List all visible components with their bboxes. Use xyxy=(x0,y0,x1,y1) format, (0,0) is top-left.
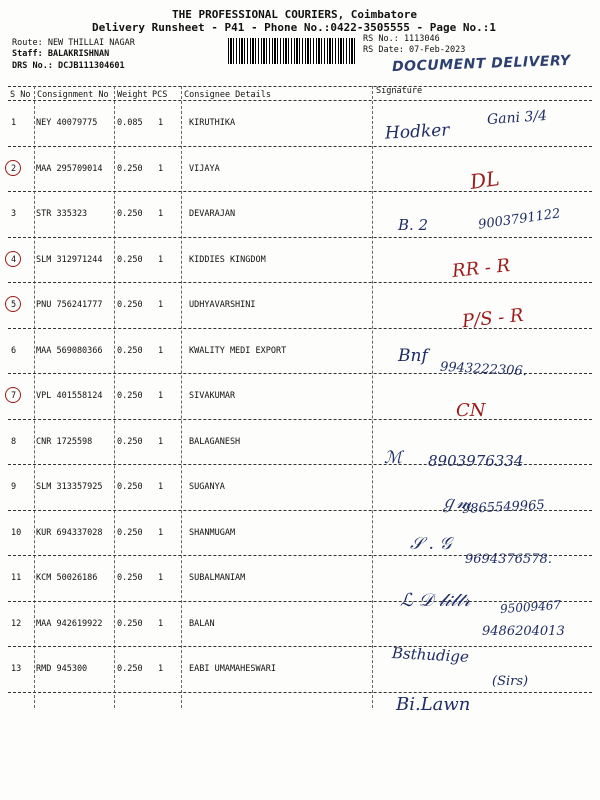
col-header-weight: Weight xyxy=(117,90,148,100)
col-header-signature: Signature xyxy=(376,86,423,96)
consignment-cell: MAA 942619922 xyxy=(36,618,103,629)
consignee-cell: BALAN xyxy=(189,618,215,629)
consignment-cell: RMD 945300 xyxy=(36,664,88,674)
phone-row-12: 9486204013 xyxy=(482,624,565,639)
barcode xyxy=(228,38,356,64)
note-row-13: (Sirs) xyxy=(492,674,529,689)
row-mark-circle xyxy=(5,251,21,267)
row-mark-circle xyxy=(5,296,21,312)
signature-row-9: ℊ𝓂 xyxy=(440,493,472,513)
sno-cell: 10 xyxy=(11,527,22,538)
weight-cell: 0.085 xyxy=(117,118,143,128)
consignment-cell: NEY 40079775 xyxy=(36,118,98,128)
col-divider xyxy=(372,86,373,708)
pcs-cell: 1 xyxy=(158,664,164,674)
consignee-cell: UDHYAVARSHINI xyxy=(189,300,256,310)
signature-note-row-1: Gani 3/4 xyxy=(486,107,548,129)
document-delivery-stamp: DOCUMENT DELIVERY xyxy=(391,52,571,76)
weight-cell: 0.250 xyxy=(117,527,143,538)
row-separator xyxy=(8,237,592,238)
consignment-cell: MAA 569080366 xyxy=(36,345,103,356)
pcs-cell: 1 xyxy=(158,118,164,128)
weight-cell: 0.250 xyxy=(117,345,143,356)
consignment-cell: PNU 756241777 xyxy=(36,300,103,310)
sno-cell: 13 xyxy=(11,664,22,674)
consignment-cell: SLM 313357925 xyxy=(36,482,103,492)
consignment-cell: SLM 312971244 xyxy=(36,254,103,265)
consignee-cell: SHANMUGAM xyxy=(189,527,236,538)
phone-row-10: 9694376578. xyxy=(465,552,552,567)
drs-number: DRS No.: DCJB111304601 xyxy=(12,61,125,71)
pcs-cell: 1 xyxy=(158,209,164,219)
consignment-cell: CNR 1725598 xyxy=(36,436,93,447)
remark-row-7: CN xyxy=(456,400,486,421)
sno-cell: 8 xyxy=(11,436,17,447)
consignee-cell: KIRUTHIKA xyxy=(189,118,236,128)
rs-number: RS No.: 1113046 xyxy=(363,34,440,44)
weight-cell: 0.250 xyxy=(117,436,143,447)
phone-row-8: 8903976334 xyxy=(428,452,524,470)
row-mark-circle xyxy=(5,160,21,176)
row-separator xyxy=(8,146,592,147)
phone-row-9: 9865549965 xyxy=(461,497,546,518)
weight-cell: 0.250 xyxy=(117,482,143,492)
pcs-cell: 1 xyxy=(158,391,164,401)
consignee-cell: SUBALMANIAM xyxy=(189,573,246,583)
pcs-cell: 1 xyxy=(158,482,164,492)
consignee-cell: SIVAKUMAR xyxy=(189,391,236,401)
sno-cell: 4 xyxy=(11,254,17,265)
remark-row-2: DL xyxy=(468,166,501,194)
pcs-cell: 1 xyxy=(158,527,164,538)
sno-cell: 1 xyxy=(11,118,17,128)
route-label: Route: NEW THILLAI NAGAR xyxy=(12,38,135,48)
weight-cell: 0.250 xyxy=(117,573,143,583)
remark-row-4: RR - R xyxy=(451,255,512,282)
weight-cell: 0.250 xyxy=(117,391,143,401)
consignment-cell: STR 335323 xyxy=(36,209,88,219)
signature-row-1: Hodker xyxy=(384,120,450,144)
row-separator xyxy=(8,646,592,647)
sno-cell: 2 xyxy=(11,163,17,174)
sno-cell: 6 xyxy=(11,345,17,356)
consignment-cell: VPL 401558124 xyxy=(36,391,103,401)
consignee-cell: SUGANYA xyxy=(189,482,225,492)
pcs-cell: 1 xyxy=(158,573,164,583)
weight-cell: 0.250 xyxy=(117,664,143,674)
row-mark-circle xyxy=(5,387,21,403)
remark-row-5: P/S - R xyxy=(461,304,525,333)
table-header-rule xyxy=(8,100,592,101)
sno-cell: 5 xyxy=(11,300,17,310)
table-top-rule xyxy=(8,86,592,87)
signature-row-10: 𝒮 . 𝒢 xyxy=(410,534,452,554)
pcs-cell: 1 xyxy=(158,345,164,356)
sno-cell: 3 xyxy=(11,209,17,219)
row-separator xyxy=(8,191,592,192)
sno-cell: 12 xyxy=(11,618,22,629)
pcs-cell: 1 xyxy=(158,254,164,265)
col-header-consignment: Consignment No xyxy=(37,90,109,100)
staff-label: Staff: BALAKRISHNAN xyxy=(12,49,110,59)
signature-row-12: Bsthudige xyxy=(391,643,470,667)
consignee-cell: KIDDIES KINGDOM xyxy=(189,254,266,265)
col-header-sno: S No xyxy=(10,90,31,100)
weight-cell: 0.250 xyxy=(117,254,143,265)
consignment-cell: KUR 694337028 xyxy=(36,527,103,538)
weight-cell: 0.250 xyxy=(117,300,143,310)
pcs-cell: 1 xyxy=(158,300,164,310)
pcs-cell: 1 xyxy=(158,436,164,447)
signature-row-11: ℒ 𝒟 𝓁𝒾𝓁𝓉𝓇 xyxy=(400,590,471,611)
consignment-cell: MAA 295709014 xyxy=(36,163,103,174)
col-header-consignee: Consignee Details xyxy=(184,90,271,100)
row-separator xyxy=(8,282,592,283)
consignee-cell: VIJAYA xyxy=(189,163,220,174)
weight-cell: 0.250 xyxy=(117,209,143,219)
weight-cell: 0.250 xyxy=(117,163,143,174)
pcs-cell: 1 xyxy=(158,163,164,174)
sno-cell: 11 xyxy=(11,573,22,583)
signature-row-3: B. 2 xyxy=(398,216,429,234)
consignee-cell: KWALITY MEDI EXPORT xyxy=(189,345,287,356)
row-separator xyxy=(8,419,592,420)
signature-row-6: Bnf xyxy=(398,346,428,366)
sno-cell: 9 xyxy=(11,482,17,492)
consignee-cell: EABI UMAMAHESWARI xyxy=(189,664,276,674)
pcs-cell: 1 xyxy=(158,618,164,629)
signature-row-8: ℳ xyxy=(384,448,403,468)
phone-row-6: 9943222306. xyxy=(439,359,528,380)
col-divider xyxy=(181,86,182,708)
runsheet-title: Delivery Runsheet - P41 - Phone No.:0422-3505555 - Page No.:1 xyxy=(92,21,496,34)
signature-row-13: Bi.Lawn xyxy=(396,694,471,715)
phone-row-11: 95009467 xyxy=(499,597,562,617)
weight-cell: 0.250 xyxy=(117,618,143,629)
col-divider xyxy=(34,86,35,708)
col-header-pcs: PCS xyxy=(152,90,168,100)
row-separator xyxy=(8,692,592,693)
rs-date: RS Date: 07-Feb-2023 xyxy=(363,45,466,55)
company-title: THE PROFESSIONAL COURIERS, Coimbatore xyxy=(172,8,418,21)
col-divider xyxy=(114,86,115,708)
sno-cell: 7 xyxy=(11,391,17,401)
consignee-cell: BALAGANESH xyxy=(189,436,241,447)
consignee-cell: DEVARAJAN xyxy=(189,209,236,219)
phone-row-3: 9003791122 xyxy=(477,206,562,233)
consignment-cell: KCM 50026186 xyxy=(36,573,98,583)
